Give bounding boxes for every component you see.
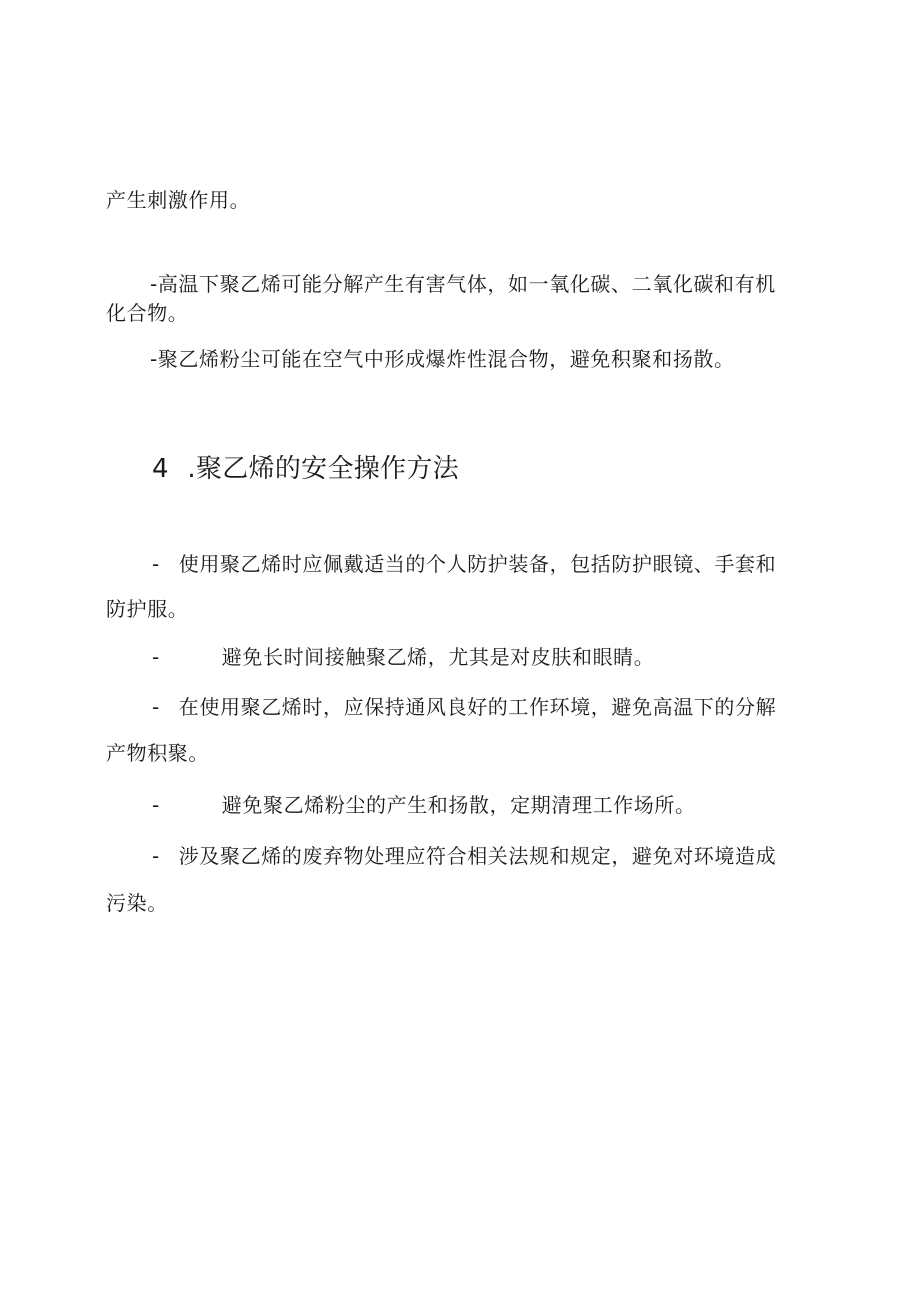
list-dash: - <box>152 695 160 719</box>
list-item-text-continuation: 污染。 <box>106 891 168 915</box>
list-item-text-continuation: 防护服。 <box>106 597 189 621</box>
list-dash: - <box>152 793 160 817</box>
section-heading <box>152 454 459 484</box>
section-number: 4 <box>152 454 169 484</box>
list-item <box>152 844 776 868</box>
list-item-text: 避免长时间接触聚乙烯，尤其是对皮肤和眼睛。 <box>221 645 655 669</box>
list-item-text: 避免聚乙烯粉尘的产生和扬散，定期清理工作场所。 <box>221 793 696 817</box>
list-item-decomposition-line-2: 化合物。 <box>106 301 189 325</box>
list-item <box>152 793 696 817</box>
list-item-text: 涉及聚乙烯的废弃物处理应符合相关法规和规定，避免对环境造成 <box>178 844 777 868</box>
list-item <box>152 695 776 719</box>
list-item <box>152 552 776 576</box>
list-item <box>152 645 654 669</box>
list-item-dust-explosion: -聚乙烯粉尘可能在空气中形成爆炸性混合物，避免积聚和扬散。 <box>150 347 735 371</box>
list-item-decomposition-line-1: -高温下聚乙烯可能分解产生有害气体，如一氧化碳、二氧化碳和有机 <box>150 272 776 296</box>
list-item-text: 使用聚乙烯时应佩戴适当的个人防护装备，包括防护眼镜、手套和 <box>178 552 777 576</box>
list-dash: - <box>152 844 160 868</box>
list-dash: - <box>152 645 160 669</box>
section-title: .聚乙烯的安全操作方法 <box>187 454 459 484</box>
list-item-text: 在使用聚乙烯时，应保持通风良好的工作环境，避免高温下的分解 <box>178 695 777 719</box>
list-dash: - <box>152 552 160 576</box>
paragraph-continuation: 产生刺激作用。 <box>106 188 251 212</box>
list-item-text-continuation: 产物积聚。 <box>106 741 209 765</box>
